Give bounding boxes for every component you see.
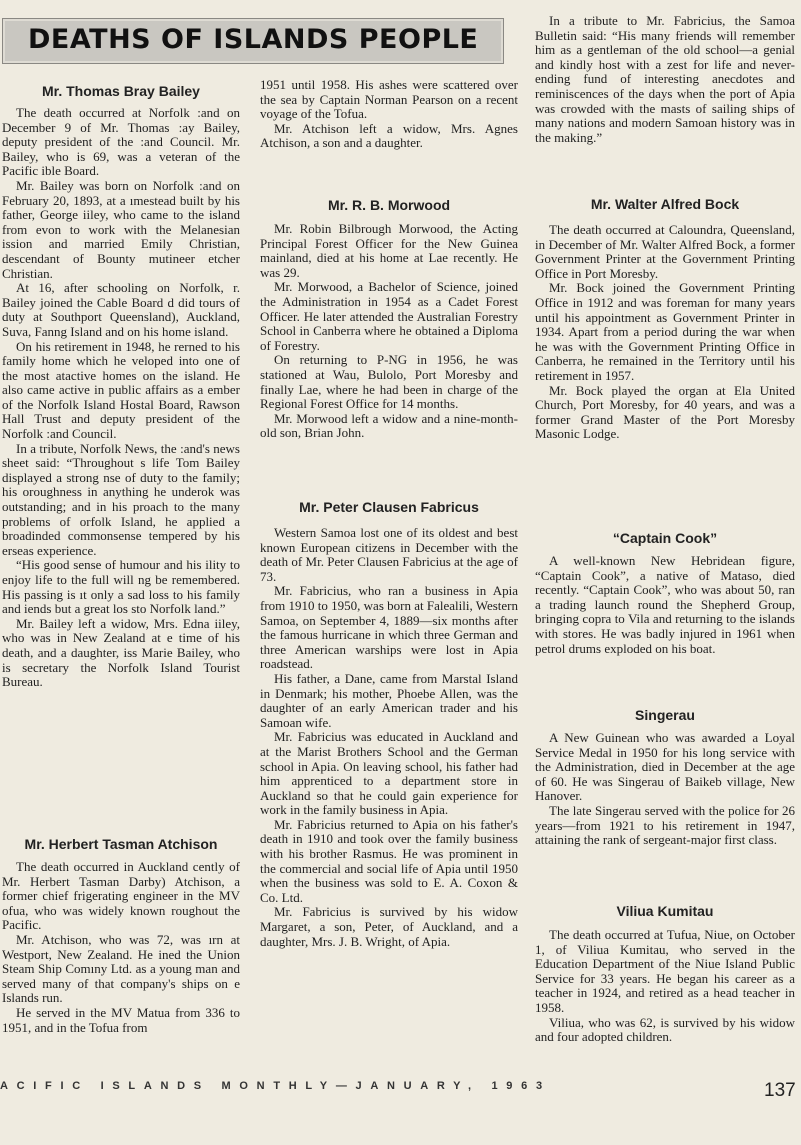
paragraph: Mr. Bailey was born on Norfolk :and on February 20, 1893, at a ımestead built by his father, George iiley, who came to the island from evon to work with the Melanesian ission and married Emily Christian, descendant of Bounty mutineer etcher Christian. <box>2 177 240 281</box>
article-kumitau <box>535 928 795 1045</box>
heading-cook: “Captain Cook” <box>612 530 718 546</box>
article-bock <box>535 223 795 442</box>
heading-bock: Mr. Walter Alfred Bock <box>590 196 740 212</box>
article-bailey <box>2 106 240 690</box>
heading-atchison: Mr. Herbert Tasman Atchison <box>24 836 218 852</box>
paragraph: His father, a Dane, came from Marstal Island in Denmark; his mother, Phoebe Allen, was the daughter of an early American trader and his Samoan wife. <box>260 670 518 730</box>
paragraph: Mr. Bock played the organ at Ela United Church, Port Moresby, for 40 years, and was a former Grand Master of the Port Moresby Masonic Lodge. <box>535 382 795 442</box>
article-atchison <box>2 860 240 1035</box>
page-number: 137 <box>764 1080 796 1101</box>
article-singerau <box>535 731 795 848</box>
paragraph: Viliua, who was 62, is survived by his widow and four adopted children. <box>535 1014 795 1045</box>
paragraph: The late Singerau served with the police for 26 years—from 1921 to his retirement in 1947, attaining the rank of sergeant-major first class. <box>535 802 795 848</box>
paragraph: Mr. Fabricius returned to Apia on his father's death in 1910 and took over the family business with his brother Rasmus. He was prominent in the commercial and social life of Apia until 1950 when the business was sold to E. A. Coxon & Co. Ltd. <box>260 816 518 905</box>
article-fabricus <box>260 526 518 949</box>
paragraph: In a tribute, Norfolk News, the :and's news sheet said: “Throughout s life Tom Bailey displayed a strong nse of duty to the family; his oroughness in anything he underok was outstanding; and in his proach to the many problems of orfolk Island, he applied a broadinded commonsense tempered by his erseas experience. <box>2 440 240 558</box>
paragraph: Mr. Bock joined the Government Printing Office in 1912 and was foreman for many years until his appointment as Government Printer in 1934. Apart from a period during the war when he was with the Government Printing Office in Canberra, he remained in the Territory until his retirement in 1957. <box>535 280 795 383</box>
paragraph: Mr. Fabricius is survived by his widow Margaret, a son, Peter, of Auckland, and a daughter, Mrs. J. B. Wright, of Apia. <box>260 904 518 949</box>
paragraph: The death occurred at Norfolk :and on December 9 of Mr. Thomas :ay Bailey, deputy president of the :and Council. Mr. Bailey, who is 69, was a veteran of the Pacific ible Board. <box>2 105 240 179</box>
paragraph: Mr. Bailey left a widow, Mrs. Edna iiley, who was in New Zealand at e time of his death, and a daughter, iss Marie Bailey, who is secretary the Norfolk Island Tourist Bureau. <box>2 615 240 690</box>
paragraph: “His good sense of humour and his ility to enjoy life to the full will ng be remembered. His passing is ıt only a sad loss to his family and iends but a great los sto Norfolk land.” <box>2 557 240 617</box>
article-cook <box>535 554 795 656</box>
paragraph: On his retirement in 1948, he rerned to his family home which he veloped into one of the most atactive homes on the island. He also came active in public affairs as a ember of the Norfolk Island Hostal Board, Rawson Hall Trust and deputy president of the Norfolk :and Council. <box>2 338 240 442</box>
paragraph: Mr. Fabricius, who ran a business in Apia from 1910 to 1950, was born at Falealili, Western Samoa, on September 4, 1889—six months after the famous hurricane in which three German and three American warships were lost in Apia roadstead. <box>260 583 518 672</box>
paragraph: The death occurred at Tufua, Niue, on October 1, of Viliua Kumitau, who served in the Education Department of the Niue Island Public Service for 33 years. He began his career as a teacher in 1924, and retired as a head teacher in 1958. <box>535 927 795 1015</box>
paragraph: 1951 until 1958. His ashes were scattered over the sea by Captain Norman Pearson on a recent voyage of the Tofua. <box>260 77 518 122</box>
paragraph: On returning to P-NG in 1956, he was stationed at Wau, Bulolo, Port Moresby and finally Lae, where he had been in charge of the Regional Forest Office for 14 months. <box>260 352 518 412</box>
paragraph: The death occurred at Caloundra, Queensland, in December of Mr. Walter Alfred Bock, a former Government Printer at the Government Printing Office in Port Moresby. <box>535 222 795 281</box>
paragraph: Mr. Fabricius was educated in Auckland and at the Marist Brothers School and the German school in Apia. On leaving school, his father had him apprenticed to a department store in Auckland so that he could gain experience for work in the family business in Apia. <box>260 729 518 818</box>
footer-publication: ACIFIC ISLANDS MONTHLY—JANUARY, 1963 <box>0 1080 551 1092</box>
paragraph: Western Samoa lost one of its oldest and best known European citizens in December with the death of Mr. Peter Clausen Fabricius at the age of 73. <box>260 525 518 584</box>
heading-kumitau: Viliua Kumitau <box>616 903 714 919</box>
paragraph: Mr. Morwood left a widow and a nine-month-old son, Brian John. <box>260 410 518 441</box>
paragraph: He served in the MV Matua from 336 to 1951, and in the Tofua from <box>2 1004 240 1035</box>
page-title: DEATHS OF ISLANDS PEOPLE <box>28 24 479 55</box>
heading-morwood: Mr. R. B. Morwood <box>327 197 451 213</box>
heading-bailey: Mr. Thomas Bray Bailey <box>42 83 200 99</box>
paragraph: Mr. Morwood, a Bachelor of Science, joined the Administration in 1954 as a Cadet Forest Officer. He later attended the Australian Forestry School in Canberra where he obtained a Diploma of Forestry. <box>260 279 518 353</box>
paragraph: At 16, after schooling on Norfolk, r. Bailey joined the Cable Board d did tours of duty at Southport Queensland), Auckland, Suva, Fanng Island and on his home island. <box>2 280 240 339</box>
article-atchison-cont <box>260 78 518 151</box>
paragraph: Mr. Atchison, who was 72, was ırn at Westport, New Zealand. He ined the Union Steam Ship Comıny Ltd. as a young man and served many of that company's ships on e Islands run. <box>2 931 240 1006</box>
heading-singerau: Singerau <box>635 707 695 723</box>
heading-fabricus: Mr. Peter Clausen Fabricus <box>299 499 479 515</box>
paragraph: Mr. Robin Bilbrough Morwood, the Acting Principal Forest Officer for the New Guinea mainland, died at his home at Lae recently. He was 29. <box>260 221 518 280</box>
paragraph: A New Guinean who was awarded a Loyal Service Medal in 1950 for his long service with the Administration, died in December at the age of 60. He was Singerau of Baikeb village, New Hanover. <box>535 730 795 804</box>
article-fabricus-cont <box>535 14 795 145</box>
paragraph: Mr. Atchison left a widow, Mrs. Agnes Atchison, a son and a daughter. <box>260 120 518 151</box>
paragraph: A well-known New Hebridean figure, “Captain Cook”, a native of Mataso, died recently. “Captain Cook”, who was about 50, ran a trading launch round the Shepherd Group, bringing copra to Vila and returning to the islands with stores. He was badly injured in 1961 when petrol drums exploded on his boat. <box>535 553 795 656</box>
paragraph: The death occurred in Auckland cently of Mr. Herbert Tasman Darby) Atchison, a former chief frigerating engineer in the MV ofua, who was widely known roughout the Pacific. <box>2 859 240 933</box>
article-morwood <box>260 222 518 441</box>
paragraph: In a tribute to Mr. Fabricius, the Samoa Bulletin said: “His many friends will remember him as a gentleman of the old school—a genial and kindly host with a zest for life and never-ending fund of interesting anecdotes and reminiscences of the days when the port of Apia was crowded with the masts of sailing ships of many nations and modern Samoan history was in the making.” <box>535 13 795 145</box>
